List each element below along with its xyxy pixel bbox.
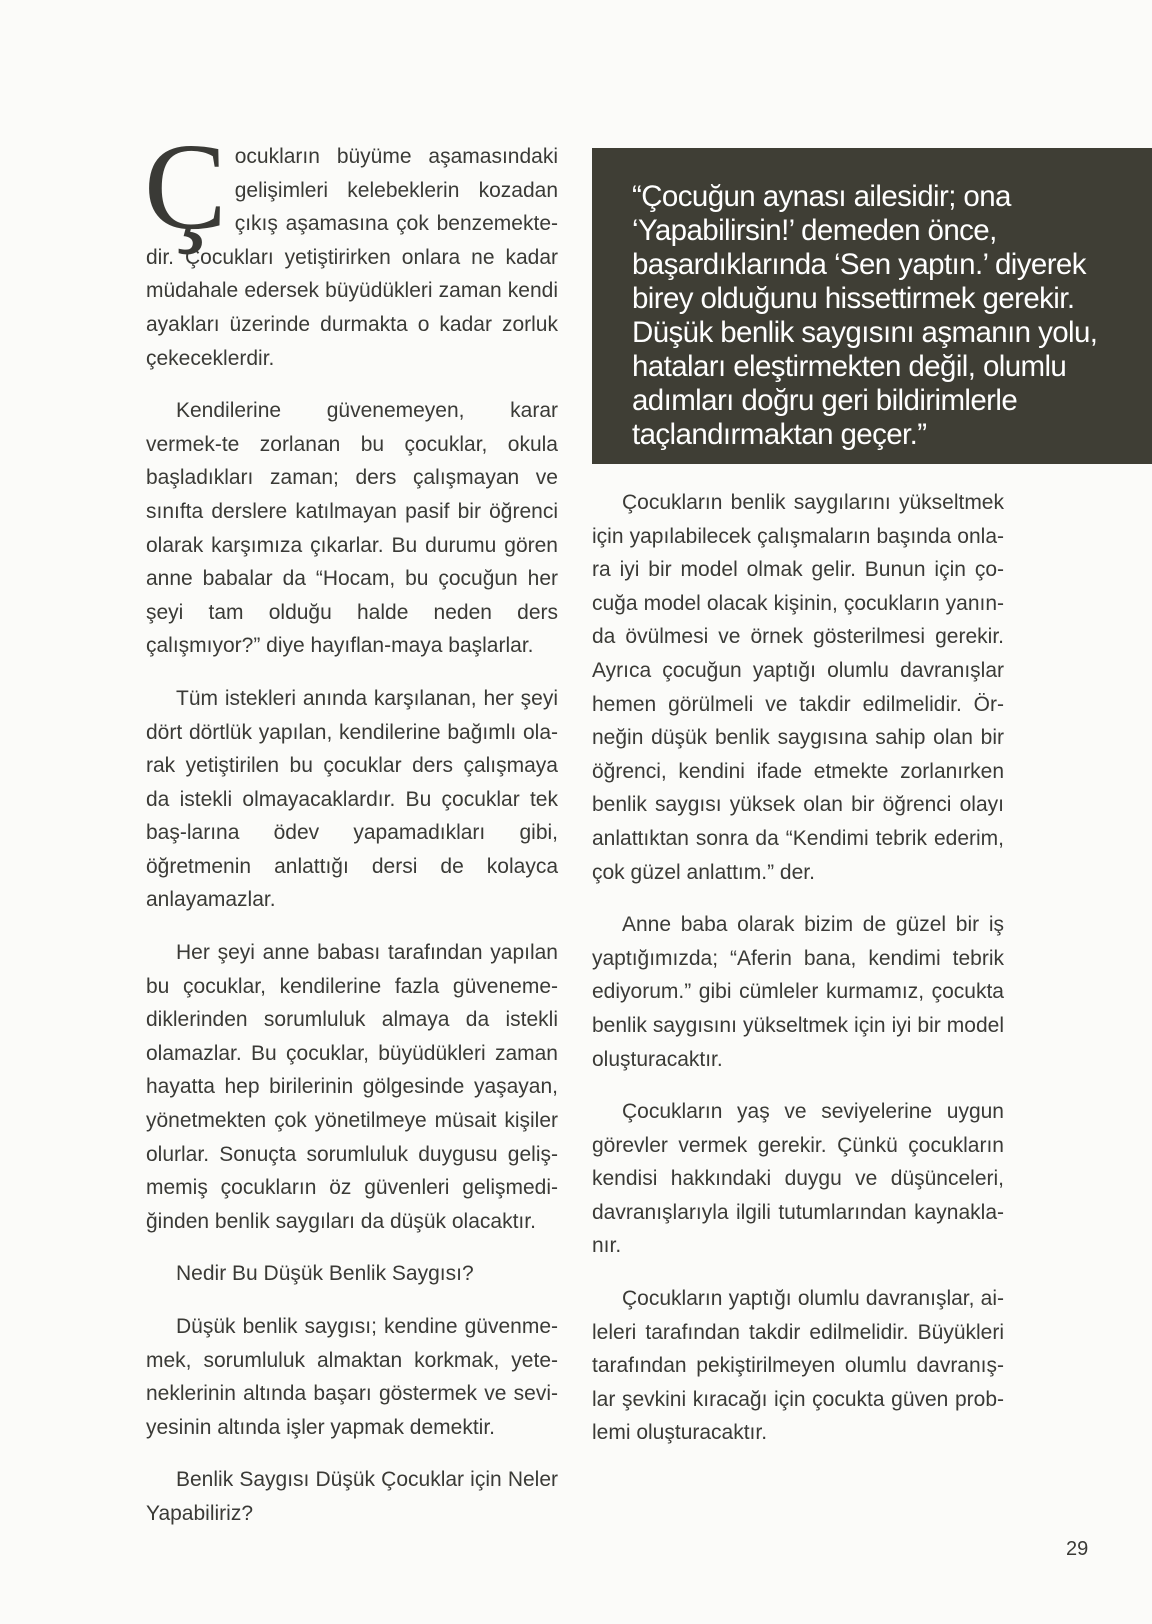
body-paragraph: Çocukların yaş ve seviyelerine uygun görevler vermek gerekir. Çünkü çocukların kendisi hakkındaki duygu ve düşünceleri, davranışlarıyla ilgili tutumlarından kaynakla-nır. (592, 1100, 1004, 1258)
body-paragraph: Kendilerine güvenemeyen, karar vermek-te zorlanan bu çocuklar, okula başladıkları zaman; ders çalışmayan ve sınıfta derslere katılmayan pasif bir öğrenci olarak karşımıza çıkarlar. Bu durumu gören anne babalar da “Hocam, bu çocuğun her şeyi tam olduğu halde neden ders çalışmıyor?” diye hayıflan-maya başlarlar. (146, 399, 558, 658)
intro-text: ocukların büyüme aşamasındaki gelişimleri kelebeklerin kozadan çıkış aşamasına çok benzemekte-dir. Çocukları yetiştirirken onlara ne kadar müdahale edersek büyüdükleri zaman kendi ayakları üzerinde durmakta o kadar zorluk çekeceklerdir. (146, 145, 558, 370)
drop-cap: Ç (144, 118, 227, 255)
page-number: 29 (1066, 1538, 1089, 1560)
body-paragraph: Çocukların yaptığı olumlu davranışlar, ai-leleri tarafından takdir edilmelidir. Büyükleri tarafından pekiştirilmeyen olumlu davranış-lar şevkini kıracağı için çocukta güven prob-lemi oluşturacaktır. (592, 1287, 1004, 1445)
section-heading: Nedir Bu Düşük Benlik Saygısı? (176, 1262, 474, 1286)
pull-quote-box (592, 148, 1152, 464)
right-column (592, 486, 1004, 1469)
body-paragraph: Çocukların benlik saygılarını yükseltmek için yapılabilecek çalışmaların başında onla-ra iyi bir model olmak gelir. Bunun için ço-cuğa model olacak kişinin, çocukların yanın-da övülmesi ve örnek gösterilmesi gerekir. Ayrıca çocuğun yaptığı olumlu davranışlar hemen görülmeli ve takdir edilmelidir. Ör-neğin düşük benlik saygısına sahip olan bir öğrenci, kendini ifade etmekte zorlanırken benlik saygısı yüksek olan bir öğrenci olayı anlattıktan sonra da “Kendimi tebrik ederim, çok güzel anlattım.” der. (592, 491, 1004, 884)
section-heading: Benlik Saygısı Düşük Çocuklar için Neler Yapabiliriz? (146, 1468, 558, 1525)
body-paragraph: Tüm istekleri anında karşılanan, her şeyi dört dörtlük yapılan, kendilerine bağımlı ola-rak yetiştirilen bu çocuklar ders çalışmaya da istekli olmayacaklardır. Bu çocuklar tek baş-larına ödev yapamadıkları gibi, öğretmenin anlattığı dersi de kolayca anlayamazlar. (146, 686, 558, 912)
body-paragraph: Her şeyi anne babası tarafından yapılan bu çocuklar, kendilerine fazla güveneme-diklerinden sorumluluk almaya da istekli olamazlar. Bu çocuklar, büyüdükleri zaman hayatta hep birilerinin gölgesinde yaşayan, yönetmekten çok yönetilmeye müsait kişiler olurlar. Sonuçta sorumluluk duygusu geliş-memiş çocukların öz güvenleri gelişmedi-ğinden benlik saygıları da düşük olacaktır. (146, 941, 558, 1233)
body-paragraph: Düşük benlik saygısı; kendine güvenme-mek, sorumluluk almaktan korkmak, yete-neklerinin altında başarı göstermek ve sevi-yesinin altında işler yapmak demektir. (146, 1315, 558, 1439)
left-column (144, 118, 558, 1550)
pull-quote-text: “Çocuğun aynası ailesidir; ona ‘Yapabilirsin!’ demeden önce, başardıklarında ‘Sen yaptın.’ diyerek birey olduğunu hissettirmek gerekir. Düşük benlik saygısını aşmanın yolu, hataları eleştirmekten değil, olumlu adımları doğru geri bildirimlerle taçlandırmaktan geçer.” (632, 180, 1098, 451)
intro-paragraph (144, 118, 558, 375)
body-paragraph: Anne baba olarak bizim de güzel bir iş yaptığımızda; “Aferin bana, kendimi tebrik ediyorum.” gibi cümleler kurmamız, çocukta benlik saygısını yükseltmek için iyi bir model oluşturacaktır. (592, 913, 1004, 1071)
